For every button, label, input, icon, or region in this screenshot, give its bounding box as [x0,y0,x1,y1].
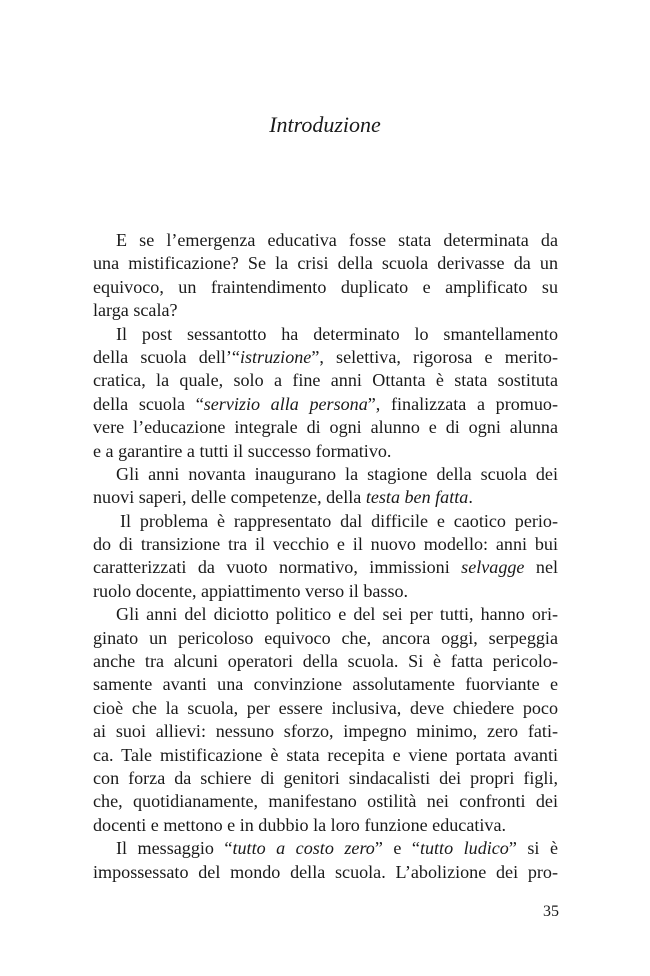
text-line: equivoco, un fraintendimento duplicato e amplificato su [93,276,558,297]
text-line: Il messaggio “tutto a costo zero” e “tutto ludico” si è [116,838,558,859]
text-line: nuovi saperi, delle competenze, della testa ben fatta. [93,487,473,508]
text-line: docenti e mettono e in dubbio la loro funzione educativa. [93,814,507,835]
text-line: cioè che la scuola, per essere inclusiva, deve chiedere poco [93,697,558,718]
text-line: ca. Tale mistificazione è stata recepita e viene portata avanti [93,744,558,765]
text-line: ruolo docente, appiattimento verso il basso. [93,580,409,601]
text-line: della scuola “servizio alla persona”, finalizzata a promuo- [93,393,558,414]
text-line: che, quotidianamente, manifestano ostilità nei confronti dei [93,791,558,812]
text-line: ai suoi allievi: nessuno sforzo, impegno minimo, zero fati- [93,721,558,742]
text-line: caratterizzati da vuoto normativo, immissioni selvagge nel [93,557,558,578]
text-line: impossessato del mondo della scuola. L’abolizione dei pro- [93,861,558,882]
page-number: 35 [543,903,559,920]
text-line: do di transizione tra il vecchio e il nuovo modello: anni bui [93,534,558,555]
text-line: vere l’educazione integrale di ogni alunno e di ogni alunna [93,417,558,438]
text-line: samente avanti una convinzione assolutamente fuorviante e [93,674,558,695]
text-line: una mistificazione? Se la crisi della scuola derivasse da un [93,253,558,274]
page-title: Introduzione [269,112,381,137]
text-line: larga scala? [93,300,178,321]
text-line: ginato un pericoloso equivoco che, ancora oggi, serpeggia [93,627,558,648]
text-line: Gli anni del diciotto politico e del sei per tutti, hanno ori- [116,604,558,625]
text-line: della scuola dell’“istruzione”, selettiva, rigorosa e merito- [93,346,558,367]
text-line: anche tra alcuni operatori della scuola. Si è fatta pericolo- [93,651,558,672]
text-line: Il post sessantotto ha determinato lo smantellamento [116,323,558,344]
text-line: e a garantire a tutti il successo formativo. [93,440,392,461]
text-line: E se l’emergenza educativa fosse stata determinata da [116,230,558,250]
text-line: cratica, la quale, solo a fine anni Ottanta è stata sostituta [93,370,558,391]
text-line: Il problema è rappresentato dal difficile e caotico perio- [120,510,558,531]
body-text [93,229,558,884]
text-line: Gli anni novanta inaugurano la stagione della scuola dei [116,463,558,484]
text-line: con forza da schiere di genitori sindacalisti dei propri figli, [93,767,558,788]
